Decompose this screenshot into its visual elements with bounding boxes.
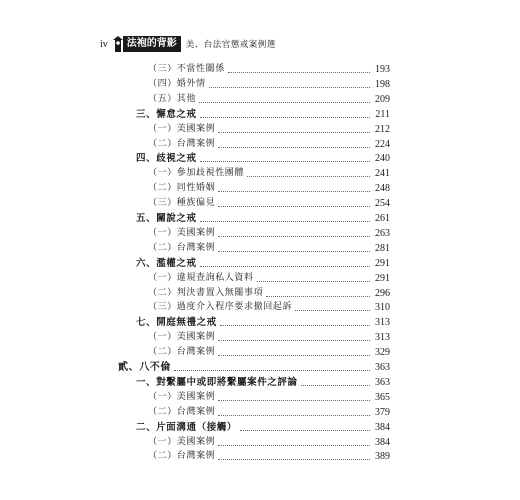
toc-entry[interactable] — [0, 375, 520, 390]
toc-entry-label: （二）台灣案例 — [148, 347, 216, 358]
toc-entry[interactable] — [0, 330, 520, 345]
toc-entry[interactable] — [0, 62, 520, 77]
toc-entry[interactable] — [0, 181, 520, 196]
dot-leader — [301, 385, 370, 386]
dot-leader — [200, 161, 370, 162]
toc-entry[interactable] — [0, 226, 520, 241]
dot-leader — [218, 191, 370, 192]
toc-entry-page: 313 — [375, 332, 390, 344]
dot-leader — [218, 459, 370, 460]
toc-entry-label: （一）美國案例 — [148, 227, 216, 238]
toc-entry-page: 296 — [375, 287, 390, 299]
toc-entry-page: 363 — [375, 362, 390, 373]
toc-entry[interactable] — [0, 390, 520, 405]
toc-entry[interactable] — [0, 360, 520, 375]
toc-entry[interactable] — [0, 345, 520, 360]
dot-leader — [199, 102, 370, 103]
dot-leader — [218, 400, 370, 401]
toc-entry-label: （五）其他 — [148, 93, 197, 104]
toc-entry[interactable] — [0, 137, 520, 152]
toc-entry-label: （二）台灣案例 — [148, 406, 216, 417]
toc-entry[interactable] — [0, 107, 520, 122]
dot-leader — [218, 445, 370, 446]
toc-entry-label: （一）違規查詢私人資料 — [148, 272, 254, 283]
dot-leader — [295, 310, 370, 311]
toc-entry[interactable] — [0, 241, 520, 256]
book-title: 法袍的背影 — [123, 36, 181, 52]
dot-leader — [218, 340, 370, 341]
toc-entry-page: 389 — [375, 451, 390, 463]
toc-entry-label: （二）台灣案例 — [148, 451, 216, 462]
toc-entry-page: 240 — [375, 153, 390, 165]
dot-leader — [257, 281, 370, 282]
toc-entry-label: 一、對繫屬中或即將繫屬案件之評論 — [136, 376, 298, 388]
dot-leader — [266, 296, 370, 297]
toc-entry[interactable] — [0, 286, 520, 301]
dot-leader — [218, 206, 370, 207]
toc-entry-label: （三）不當性關係 — [148, 64, 225, 74]
dot-leader — [218, 355, 370, 356]
toc-entry[interactable] — [0, 256, 520, 271]
dot-leader — [240, 430, 370, 431]
toc-entry-label: （一）美國案例 — [148, 332, 216, 343]
toc-entry-page: 261 — [375, 213, 390, 224]
toc-entry-label: （三）種族偏見 — [148, 198, 216, 209]
dot-leader — [218, 251, 370, 252]
dot-leader — [228, 72, 370, 73]
toc-entry-label: 二、片面溝通（接觸） — [136, 421, 238, 433]
toc-entry-page: 310 — [375, 302, 390, 314]
toc-entry-label: 五、關說之戒 — [136, 213, 197, 224]
toc-entry-page: 209 — [375, 93, 390, 105]
dot-leader — [218, 132, 370, 133]
toc-entry-page: 263 — [375, 227, 390, 239]
toc-entry-label: （一）參加歧視性團體 — [148, 168, 245, 179]
book-subtitle: 美、台法官懲戒案例選 — [185, 40, 276, 50]
dot-leader — [200, 266, 370, 267]
toc-entry-page: 313 — [375, 317, 390, 329]
toc-entry-page: 224 — [375, 138, 390, 150]
toc-entry-page: 379 — [375, 406, 390, 418]
toc-entry[interactable] — [0, 122, 520, 137]
page-number: iv — [100, 38, 108, 50]
toc-entry-page: 384 — [375, 421, 390, 433]
toc-entry-page: 281 — [375, 242, 390, 254]
toc-entry[interactable] — [0, 420, 520, 435]
toc-entry-page: 291 — [375, 272, 390, 284]
dot-leader — [218, 236, 370, 237]
dot-leader — [200, 221, 370, 222]
toc-entry-label: 貳、八不倫 — [118, 362, 171, 373]
toc-entry-page: 365 — [375, 391, 390, 403]
toc-entry-page: 212 — [375, 123, 390, 135]
toc-entry[interactable] — [0, 166, 520, 181]
dot-leader — [247, 176, 370, 177]
toc-entry-label: 七、開庭無禮之戒 — [136, 317, 217, 329]
toc-entry[interactable] — [0, 271, 520, 286]
toc-entry-label: （二）台灣案例 — [148, 242, 216, 253]
toc-entry[interactable] — [0, 211, 520, 226]
toc-entry-label: （二）同性婚姻 — [148, 183, 216, 194]
toc-entry[interactable] — [0, 77, 520, 92]
toc-entry-label: 六、濫權之戒 — [136, 257, 197, 269]
toc-entry-page: 384 — [375, 436, 390, 448]
toc-entry-page: 363 — [375, 376, 390, 388]
toc-entry-page: 291 — [375, 257, 390, 269]
dot-leader — [218, 415, 370, 416]
toc-entry[interactable] — [0, 300, 520, 315]
toc-entry-page: 211 — [375, 108, 390, 120]
toc-entry-label: 三、懈怠之戒 — [136, 108, 197, 120]
running-header — [100, 34, 276, 54]
dot-leader — [200, 117, 370, 118]
toc-entry-label: （四）婚外情 — [148, 78, 206, 89]
toc-entry-label: （三）過度介入程序要求撤回起訴 — [148, 302, 293, 313]
toc-entry-label: 四、歧視之戒 — [136, 153, 197, 165]
toc-entry[interactable] — [0, 405, 520, 420]
toc-entry-page: 193 — [375, 64, 390, 75]
book-logo — [112, 35, 181, 53]
toc-entry-label: （一）美國案例 — [148, 123, 216, 134]
toc-entry-page: 254 — [375, 198, 390, 210]
toc-entry-label: （一）美國案例 — [148, 391, 216, 402]
toc-entry-label: （一）美國案例 — [148, 436, 216, 447]
toc-entry-label: （二）判決書置入無關事項 — [148, 287, 264, 298]
toc-entry-label: （二）台灣案例 — [148, 138, 216, 149]
toc-entry-page: 329 — [375, 347, 390, 359]
toc-entry[interactable] — [0, 449, 520, 464]
dot-leader — [218, 147, 370, 148]
dot-leader — [220, 325, 370, 326]
toc-entry[interactable] — [0, 196, 520, 211]
toc-entry[interactable] — [0, 435, 520, 450]
toc-entry[interactable] — [0, 92, 520, 107]
toc-entry-page: 248 — [375, 183, 390, 195]
toc-entry[interactable] — [0, 151, 520, 166]
toc-entry[interactable] — [0, 315, 520, 330]
dot-leader — [174, 370, 370, 371]
toc-entry-page: 198 — [375, 78, 390, 90]
dot-leader — [209, 87, 370, 88]
toc-entry-page: 241 — [375, 168, 390, 180]
